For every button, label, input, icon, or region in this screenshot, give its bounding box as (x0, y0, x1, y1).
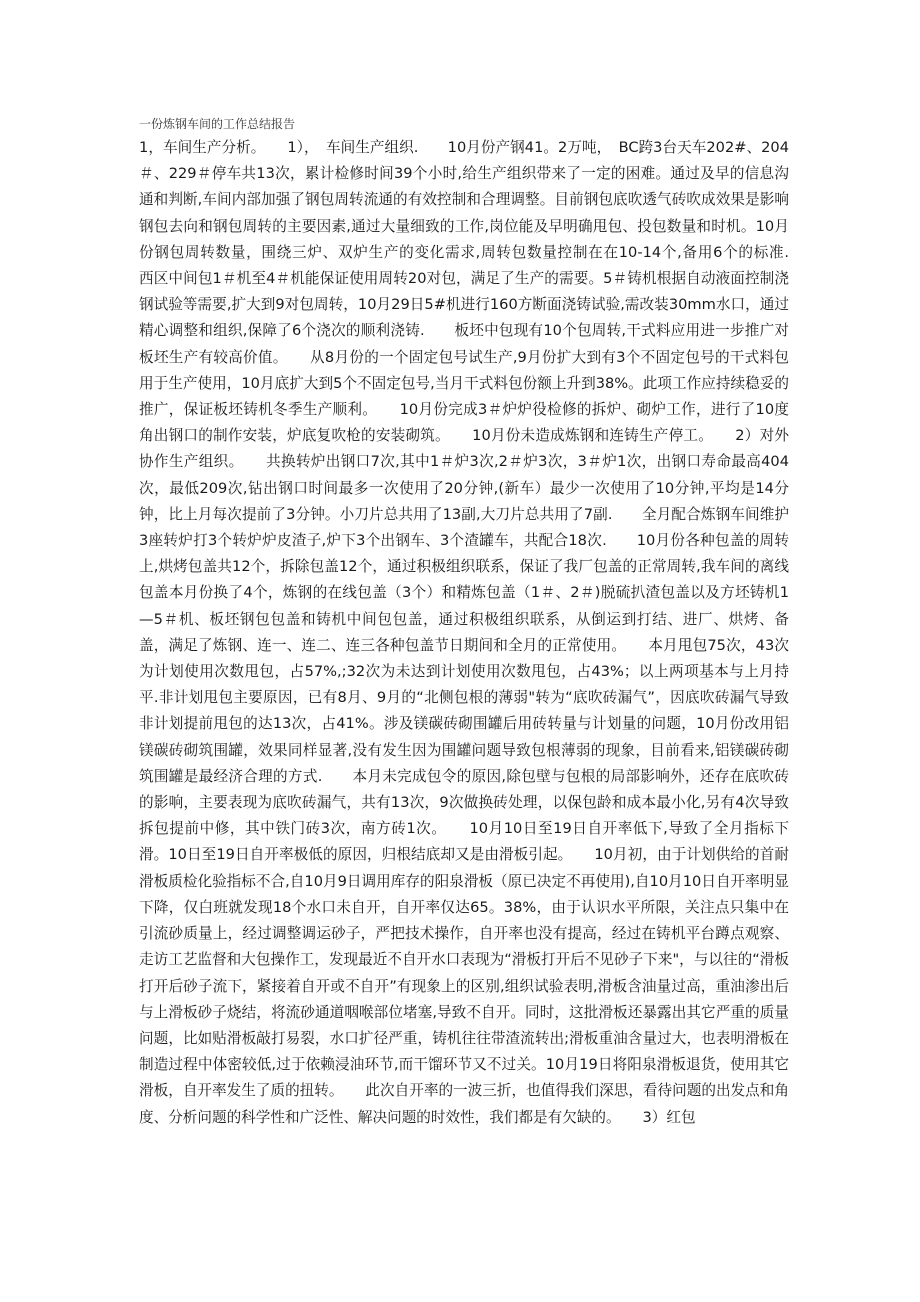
document-title: 一份炼钢车间的工作总结报告 (139, 117, 296, 131)
document-body-text: 1，车间生产分析。 1）， 车间生产组织. 10月份产钢41。2万吨， BC跨3台天车202#、204＃、229＃停车共13次，累计检修时间39个小时,给生产组织带来了一定的困难。通过及早的信息沟通和判断,车间内部加强了钢包周转流通的有效控制和合理调整。目前钢包底吹透气砖吹成效果是影响钢包去向和钢包周转的主要因素,通过大量细致的工作,岗位能及早明确甩包、投包数量和时机。10月份钢包周转数量，围绕三炉、双炉生产的变化需求,周转包数量控制在在10-14个,备用6个的标准. 西区中间包1＃机至4＃机能保证使用周转20对包，满足了生产的需要。5＃铸机根据自动液面控制浇钢试验等需要,扩大到9对包周转，10月29日5#机进行160方断面浇铸试验,需改装30mm水口，通过精心调整和组织,保障了6个浇次的顺利浇铸. 板坯中包现有10个包周转,干式料应用进一步推广对板坯生产有较高价值。 从8月份的一个固定包号试生产,9月份扩大到有3个不固定包号的干式料包用于生产使用，10月底扩大到5个不固定包号,当月干式料包份额上升到38%。此项工作应持续稳妥的推广，保证板坯铸机冬季生产顺利。 10月份完成3＃炉炉役检修的拆炉、砌炉工作，进行了10度角出钢口的制作安装，炉底复吹枪的安装砌筑。 10月份未造成炼钢和连铸生产停工。 2）对外协作生产组织。 共换转炉出钢口7次,其中1＃炉3次,2＃炉3次，3＃炉1次，出钢口寿命最高404次，最低209次,钻出钢口时间最多一次使用了20分钟,(新车）最少一次使用了10分钟,平均是14分钟，比上月每次提前了3分钟。小刀片总共用了13副,大刀片总共用了7副. 全月配合炼钢车间维护3座转炉打3个转炉炉皮渣子,炉下3个出钢车、3个渣罐车，共配合18次. 10月份各种包盖的周转上,烘烤包盖共12个，拆除包盖12个，通过积极组织联系，保证了我厂包盖的正常周转,我车间的离线包盖本月份换了4个，炼钢的在线包盖（3个）和精炼包盖（1＃、2＃)脱硫扒渣包盖以及方坯铸机1—5＃机、板坯钢包包盖和铸机中间包包盖，通过积极组织联系，从倒运到打结、进厂、烘烤、备盖，满足了炼钢、连一、连二、连三各种包盖节日期间和全月的正常使用。 本月甩包75次，43次为计划使用次数甩包，占57%,;32次为未达到计划使用次数甩包，占43%；以上两项基本与上月持平.非计划甩包主要原因，已有8月、9月的“北侧包根的薄弱"转为“底吹砖漏气”，因底吹砖漏气导致非计划提前甩包的达13次，占41%。涉及镁碳砖砌围罐后用砖转量与计划量的问题，10月份改用铝镁碳砖砌筑围罐，效果同样显著,没有发生因为围罐问题导致包根薄弱的现象，目前看来,铝镁碳砖砌筑围罐是最经济合理的方式. 本月未完成包令的原因,除包壁与包根的局部影响外，还存在底吹砖的影响，主要表现为底吹砖漏气，共有13次，9次做换砖处理，以保包龄和成本最小化,另有4次导致拆包提前中修，其中铁门砖3次，南方砖1次。 10月10日至19日自开率低下,导致了全月指标下滑。10日至19日自开率极低的原因，归根结底却又是由滑板引起。 10月初，由于计划供给的首耐滑板质检化验指标不合,自10月9日调用库存的阳泉滑板（原已决定不再使用),自10月10日自开率明显下降，仅白班就发现18个水口未自开，自开率仅达65。38%，由于认识水平所限，关注点只集中在引流砂质量上，经过调整调运砂子，严把技术操作，自开率也没有提高，经过在铸机平台蹲点观察、走访工艺监督和大包操作工，发现最近不自开水口表现为“滑板打开后不见砂子下来"，与以往的“滑板打开后砂子流下，紧接着自开或不自开”有现象上的区别,组织试验表明,滑板含油量过高，重油渗出后与上滑板砂子烧结，将流砂通道咽喉部位堵塞,导致不自开。同时，这批滑板还暴露出其它严重的质量问题，比如贴滑板敲打易裂，水口扩径严重，铸机往往带渣流转出;滑板重油含量过大，也表明滑板在制造过程中体密较低,过于依赖浸油环节,而干馏环节又不过关。10月19日将阳泉滑板退货，使用其它滑板，自开率发生了质的扭转。 此次自开率的一波三折，也值得我们深思，看待问题的出发点和角度、分析问题的科学性和广泛性、解决问题的时效性，我们都是有欠缺的。 3）红包 (139, 139, 819, 1126)
